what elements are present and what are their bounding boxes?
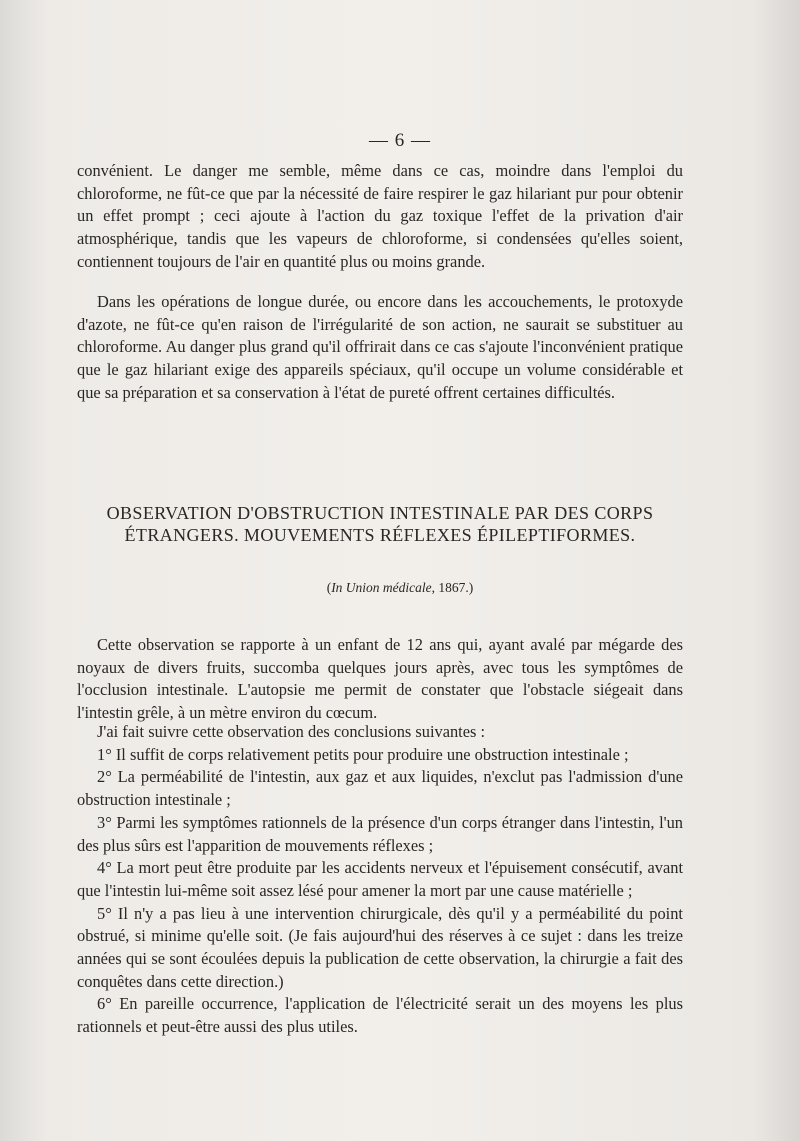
source-citation — [0, 580, 800, 596]
intro-paragraph-1 — [77, 160, 683, 274]
conclusion-item: 4° La mort peut être produite par les accidents nerveux et l'épuisement consécutif, avant que l'intestin lui-même soit assez lésé pour amener la mort par une cause matérielle ; — [77, 858, 683, 900]
conclusion-item: 2° La perméabilité de l'intestin, aux gaz et aux liquides, n'exclut pas l'admission d'une obstruction intestinale ; — [77, 767, 683, 810]
section-title — [77, 502, 683, 546]
paragraph-text: convénient. Le danger me semble, même dans ce cas, moindre dans l'emploi du chloroforme, ne fût-ce que par la nécessité de faire respirer le gaz hilariant pur pour obtenir un effet prompt ; ceci ajoute à l'action du gaz toxique l'effet de la privation d'air atmosphérique, tandis que les vapeurs de chloroforme, si condensées qu'elles soient, contiennent toujours de l'air en quantité plus ou moins grande. — [77, 161, 683, 271]
conclusion-item: 6° En pareille occurrence, l'application de l'électricité serait un des moyens les plus rationnels et peut-être aussi des plus utiles. — [77, 994, 683, 1037]
source-close-paren: ) — [468, 580, 474, 595]
paragraph-text: Cette observation se rapporte à un enfant de 12 ans qui, ayant avalé par mégarde des noyaux de divers fruits, succomba quelques jours après, avec tous les symptômes de l'occlusion intestinale. L'autopsie me permit de constater que l'obstacle siégeait dans l'intestin grêle, à un mètre environ du cœcum. — [77, 635, 683, 723]
intro-paragraph-2 — [77, 291, 683, 405]
conclusion-item: 3° Parmi les symptômes rationnels de la présence d'un corps étranger dans l'intestin, l'un des plus sûrs est l'apparition de mouvements réflexes ; — [77, 812, 683, 855]
source-journal: In Union médicale — [331, 580, 432, 595]
observation-paragraph — [77, 634, 683, 725]
conclusions-intro: J'ai fait suivre cette observation des conclusions suivantes : — [97, 722, 486, 741]
page-number: — 6 — — [369, 130, 431, 151]
source-year: , 1867. — [431, 580, 469, 595]
conclusion-item: 5° Il n'y a pas lieu à une intervention chirurgicale, dès qu'il y a perméabilité du point obstrué, si minime qu'elle soit. (Je fais aujourd'hui des réserves à ce sujet : dans les treize années qui se sont écoulées depuis la publication de cette observation, la chirurgie a fait des conquêtes dans cette direction.) — [77, 903, 683, 991]
section-title-line-1: OBSERVATION D'OBSTRUCTION INTESTINALE PAR DES CORPS — [106, 503, 654, 523]
conclusions-list — [77, 721, 683, 1039]
paragraph-text: Dans les opérations de longue durée, ou encore dans les accouchements, le protoxyde d'azote, ne fût-ce qu'en raison de l'irrégularité de son action, ne saurait se substituer au chloroforme. Au danger plus grand qu'il offrirait dans ce cas s'ajoute l'inconvénient pratique que le gaz hilariant exige des appareils spéciaux, qu'il occupe un volume considérable et que sa préparation et sa conservation à l'état de pureté offrent certaines difficultés. — [77, 292, 683, 402]
conclusion-item: 1° Il suffit de corps relativement petits pour produire une obstruction intestinale ; — [97, 744, 629, 764]
source-open-paren: ( — [326, 580, 332, 595]
section-title-line-2: ÉTRANGERS. MOUVEMENTS RÉFLEXES ÉPILEPTIFORMES. — [124, 525, 636, 545]
